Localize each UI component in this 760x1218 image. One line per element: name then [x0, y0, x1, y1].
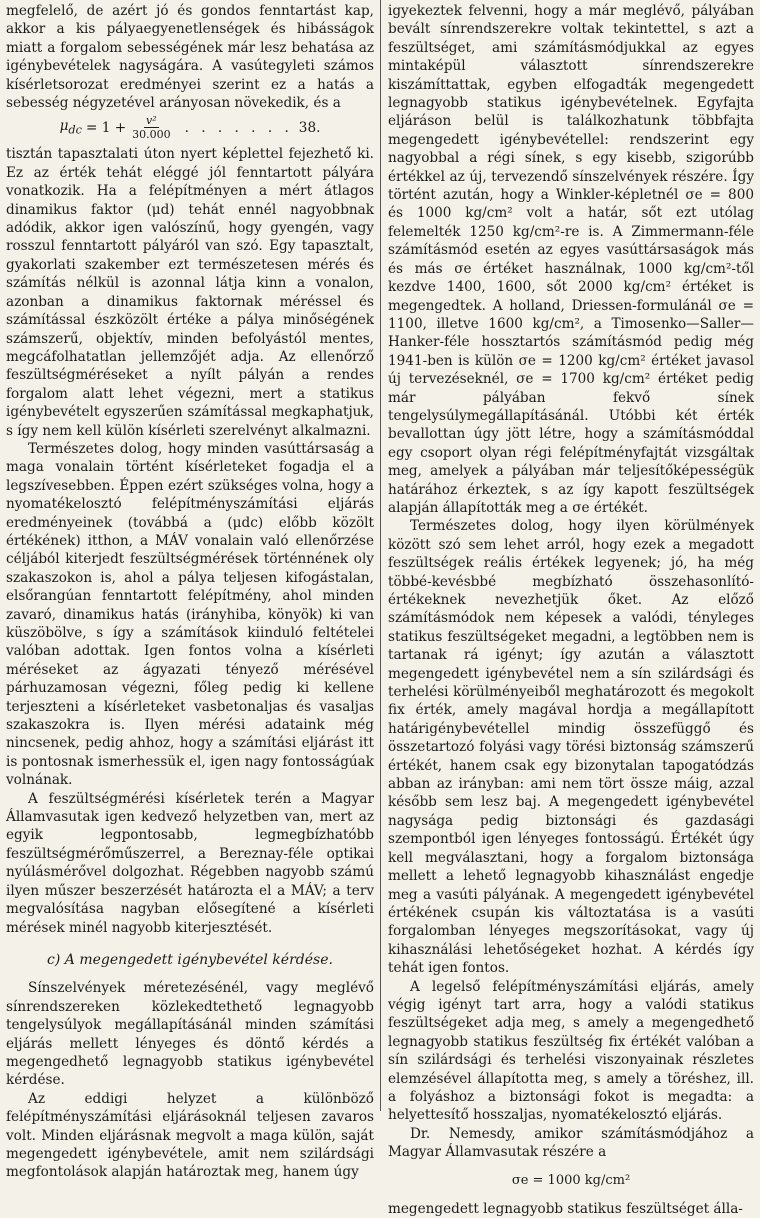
paragraph: Sínszelvények méretezésénél, vagy meglévő sínrendszereken közlekedtethető legnagyobb tengelysúlyok megállapításánál minden számítási eljárás mellett lényeges és döntő kérdés a megengedhető legnagyobb statikus igénybevétel kérdése. [6, 980, 374, 1089]
paragraph: megfelelő, de azért jó és gondos fenntartást kap, akkor a kis pályaegyenetlenségek és hibásságok miatt a forgalom sebességének már lesz behatása az igénybevételek nagyságára. A vasútegyleti számos kísérletsorozat eredményei szerint ez a hatás a sebesség négyzetével arányosan növekedik, és a [6, 3, 374, 112]
formula-eq: = 1 + [86, 119, 127, 136]
formula-lead: $\mu_{dc}$ [59, 117, 83, 137]
formula-fraction [130, 114, 173, 141]
right-column [388, 2, 754, 1217]
formula-sigma: σe = 1000 kg/cm² [511, 1172, 631, 1188]
fraction-numerator: v² [146, 114, 157, 128]
fraction-denominator: 30.000 [132, 128, 171, 142]
equation-number: 38. [298, 119, 321, 136]
left-column [6, 2, 374, 1181]
paragraph: Dr. Nemesdy, amikor számításmódjához a Magyar Államvasutak részére a [388, 1125, 754, 1161]
paragraph: Az eddigi helyzet a különböző felépítményszámítási eljárásoknál teljesen zavaros volt. Minden eljárásnak megvolt a maga külön, saját megengedett igénybevétele, amit nem szilárdsági megfontolások alapján határoztak meg, hanem úgy [6, 1090, 374, 1181]
section-heading: c) A megengedett igénybevétel kérdése. [47, 951, 333, 968]
paragraph: A feszültségmérési kísérletek terén a Magyar Államvasutak igen kedvező helyzetben van, mert az egyik legpontosabb, legmegbízhatóbb feszültségmérőműszerrel, a Bereznay-féle optikai nyúlásmérővel dolgozhat. Régebben nagyobb számú ilyen műszer beszerzését határozta el a MÁV; a terv megvalósítása nagyban elősegítené a kísérleti mérések minél nagyobb kiterjesztését. [6, 790, 374, 936]
formula-leader-dots: . . . . . . . [184, 119, 293, 136]
column-divider [380, 0, 381, 1111]
paragraph: igyekeztek felvenni, hogy a már meglévő, pályában bevált sínrendszerekre voltak tekintettel, s azt a feszültséget, ami számításmódjukkal az egyes mintaképül választott sínrendszerekre kiszámíttattak, egyben elfogadták megengedett legnagyobb statikus igénybevételnek. Egyfajta eljáráson belül is találkozhatunk többfajta megengedett igénybevétellel: rendszerint egy nagyobbal a régi sínek, s egy kisebb, szigorúbb értékkel az új, tervezendő sínszelvények részére. Így történt azután, hogy a Winkler-képletnél σe = 800 és 1000 kg/cm² volt a határ, sőt ezt utólag felemelték 1250 kg/cm²-re is. A Zimmermann-féle számításmód esetén az egyes vasúttársaságok más és más σe értéket használnak, 1000 kg/cm²-től kezdve 1400, 1600, sőt 2000 kg/cm² értéket is megengedtek. A holland, Driessen-formulánál σe = 1100, illetve 1600 kg/cm², a Timosenko—Saller—Hanker-féle hossztartós számításmód pedig még 1941-ben is külön σe = 1200 kg/cm² értéket javasol új tervezéseknél, σe = 1700 kg/cm² értéket pedig már pályában fekvő sínek tengelysúlymegállapításánál. Utóbbi két érték bevallottan úgy jött létre, hogy a számításmóddal egy csoport olyan régi felépítményfajtát vizsgáltak meg, amelyek a pályában már teljesítőképességük határához érkeztek, s az így kapott feszültségek alapján állapították meg a σe értékét. [388, 3, 754, 516]
paragraph: A legelső felépítményszámítási eljárás, amely végig igényt tart arra, hogy a valódi statikus feszültségeket adja meg, s amely a megengedhető legnagyobb statikus feszültség fix értékét valóban a sín szilárdsági és terhelési viszonyainak részletes elemzésével állapította meg, s amely a töréshez, ill. a folyáshoz a biztonsági fokot is megadta: a helyettesítő hosszaljas, nyomatékelosztó eljárás. [388, 978, 754, 1124]
paragraph: Természetes dolog, hogy ilyen körülmények között szó sem lehet arról, hogy ezek a megadott feszültségek reális értékek legyenek; jó, ha még többé-kevésbbé megbízható összehasonlító-értékeknek nevezhetjük őket. Az előző számításmódok nem képesek a valódi, tényleges statikus feszültségeket megadni, a legtöbben nem is tartanak rá igényt; így azután a választott megengedett igénybevétel nem a sín szilárdsági és terhelési körülményeiből meghatározott és megokolt fix érték, amely magával hordja a megállapított határigénybevétellel mindig összefüggő és összetartozó folyási vagy törési biztonság számszerű értékét, hanem csak egy bizonytalan tapogatódzás abban az irányban: ami nem tört össze máig, azzal később sem lesz baj. A megengedett igénybevétel nagysága pedig biztonsági és gazdasági szempontból igen lényeges fontosságú. Értékét úgy kell megválasztani, hogy a forgalom biztonsága mellett a lehető legnagyobb kihasználást engedje meg a vasúti pályának. A megengedett igénybevétel értékének csupán kis változtatása is a vasúti forgalomban lényeges megszorításokat, vagy új kihasználási lehetőségeket hozhat. A kérdés így tehát igen fontos. [388, 518, 754, 977]
paragraph: tisztán tapasztalati úton nyert képlettel fejezhető ki. Ez az érték tehát eléggé jól fenntartott pályára vonatkozik. Ha a felépítményen a mért átlagos dinamikus faktor (μd) tehát ennél nagyobbnak adódik, akkor igen valószínű, hogy gyengén, vagy rosszul fenntartott pályáról van szó. Egy tapasztalt, gyakorlati szakember ezt természetesen mérés és számítás nélkül is azonnal látja kinn a vonalon, azonban a dinamikus faktornak méréssel és számítással észközölt értéke a pálya minőségének számszerű, objektív, minden befolyástól mentes, megcáfolhatatlan jellemzőjét adja. Az ellenőrző feszültségméréseket a nyílt pályán a rendes forgalom alatt lehet végezni, mert a statikus igénybevételt egyszerűen számítással megkaphatjuk, s így nem kell külön kísérleti szerelvényt alkalmazni. [6, 146, 374, 439]
paragraph: Természetes dolog, hogy minden vasúttársaság a maga vonalain történt kísérleteket fogadja el a legszívesebben. Éppen ezért szükséges volna, hogy a nyomatékelosztó felépítményszámítási eljárás eredményeinek (továbbá a (μdc) előbb közölt értékének) itthon, a MÁV vonalain való ellenőrzése céljából kiterjedt feszültségmérések történnének oly szakaszokon is, ahol a pálya teljesen kifogástalan, elsőrangúan fenntartott felépítmény, ahol minden zavaró, dinamikus hatás (irányhiba, könyök) ki van küszöbölve, s így a számítások kiinduló feltételei valóban adottak. Igen fontos volna a kísérleti méréseket az ágyazati tényező mérésével párhuzamosan végezni, főleg pedig ki kellene terjeszteni a kísérleteket vasbetonaljas és vasaljas szakaszokra is. Ilyen mérési adataink még nincsenek, pedig ahhoz, hogy a számítási eljárást itt is pontosnak ismerhessük el, igen nagy fontosságúak volnának. [6, 440, 374, 789]
paragraph: megengedett legnagyobb statikus feszültséget álla- [388, 1201, 743, 1217]
formula-38 [6, 114, 374, 141]
